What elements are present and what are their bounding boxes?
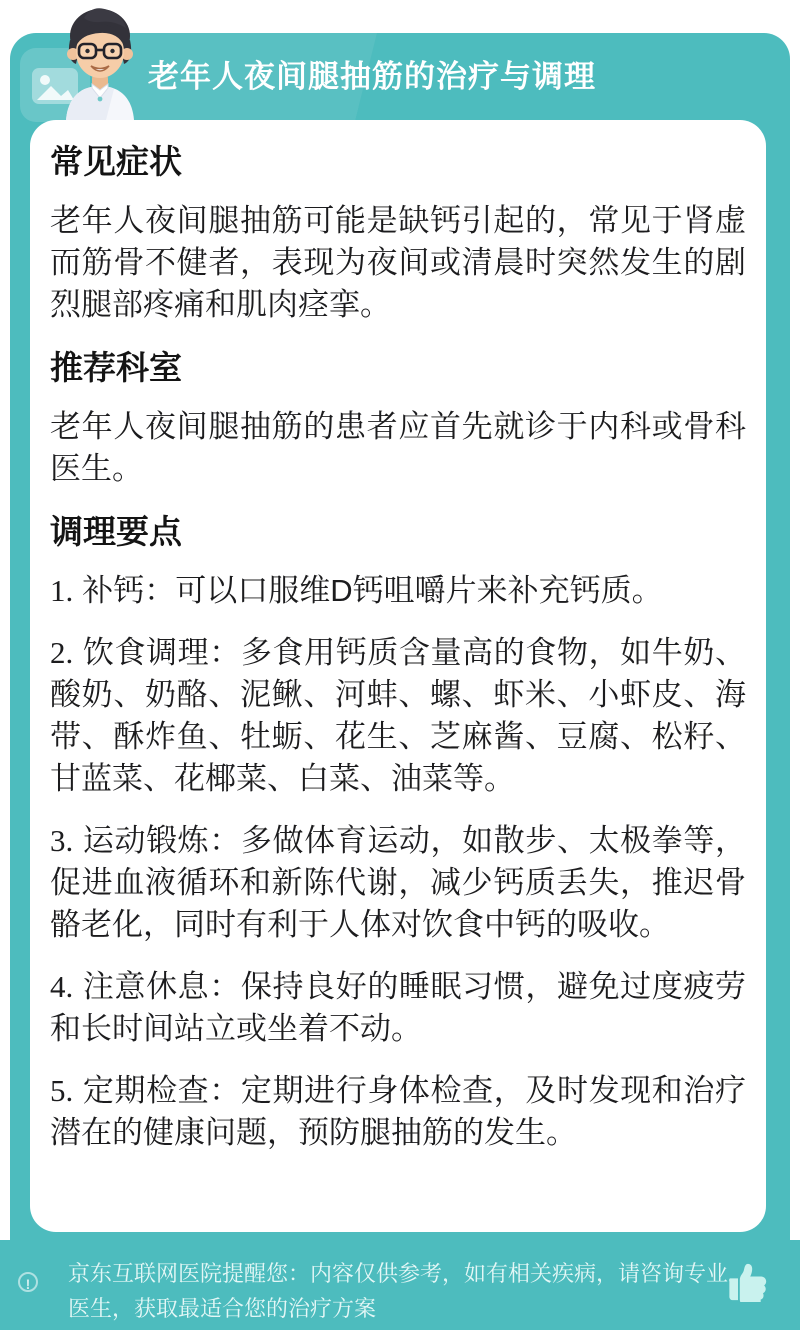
care-point-item: [50, 820, 746, 946]
item-text: 补钙：可以口服维D钙咀嚼片来补充钙质。: [82, 573, 663, 608]
thumbs-up-glyph: [726, 1262, 770, 1302]
item-text: 饮食调理：多食用钙质含量高的食物，如牛奶、酸奶、奶酪、泥鳅、河蚌、螺、虾米、小虾皮、海带、酥炸鱼、牡蛎、花生、芝麻酱、豆腐、松籽、甘蓝菜、花椰菜、白菜、油菜等。: [50, 635, 746, 796]
page-title: 老年人夜间腿抽筋的治疗与调理: [148, 59, 596, 94]
care-point-item: [50, 966, 746, 1050]
item-number: 3.: [50, 823, 74, 858]
item-number: 2.: [50, 635, 74, 670]
doctor-avatar-graphic: [56, 2, 144, 120]
care-point-item: [50, 570, 746, 612]
main-panel: [10, 33, 790, 1240]
section-heading-care-points: 调理要点: [50, 513, 182, 550]
footer-notice: 京东互联网医院提醒您：内容仅供参考，如有相关疾病，请咨询专业医生，获取最适合您的治疗方案: [68, 1261, 729, 1321]
thumbs-up-icon[interactable]: [726, 1262, 770, 1302]
item-number: 5.: [50, 1073, 74, 1108]
care-point-item: [50, 1070, 746, 1154]
item-text: 定期检查：定期进行身体检查，及时发现和治疗潜在的健康问题，预防腿抽筋的发生。: [50, 1073, 746, 1150]
section-heading-department: 推荐科室: [50, 349, 182, 386]
item-text: 运动锻炼：多做体育运动，如散步、太极拳等，促进血液循环和新陈代谢，减少钙质丢失，推迟骨骼老化，同时有利于人体对饮食中钙的吸收。: [50, 823, 746, 942]
exclamation-circle-icon: !: [18, 1272, 38, 1292]
symptoms-paragraph: 老年人夜间腿抽筋可能是缺钙引起的，常见于肾虚而筋骨不健者，表现为夜间或清晨时突然发生的剧烈腿部疼痛和肌肉痉挛。: [50, 203, 746, 322]
item-number: 4.: [50, 969, 74, 1004]
content-card: [30, 120, 766, 1232]
care-point-item: [50, 632, 746, 800]
item-number: 1.: [50, 573, 74, 608]
department-paragraph: 老年人夜间腿抽筋的患者应首先就诊于内科或骨科医生。: [50, 409, 746, 486]
item-text: 注意休息：保持良好的睡眠习惯，避免过度疲劳和长时间站立或坐着不动。: [50, 969, 746, 1046]
footer-bar: [0, 1240, 800, 1330]
doctor-avatar: [56, 2, 144, 120]
section-heading-symptoms: 常见症状: [50, 143, 182, 180]
